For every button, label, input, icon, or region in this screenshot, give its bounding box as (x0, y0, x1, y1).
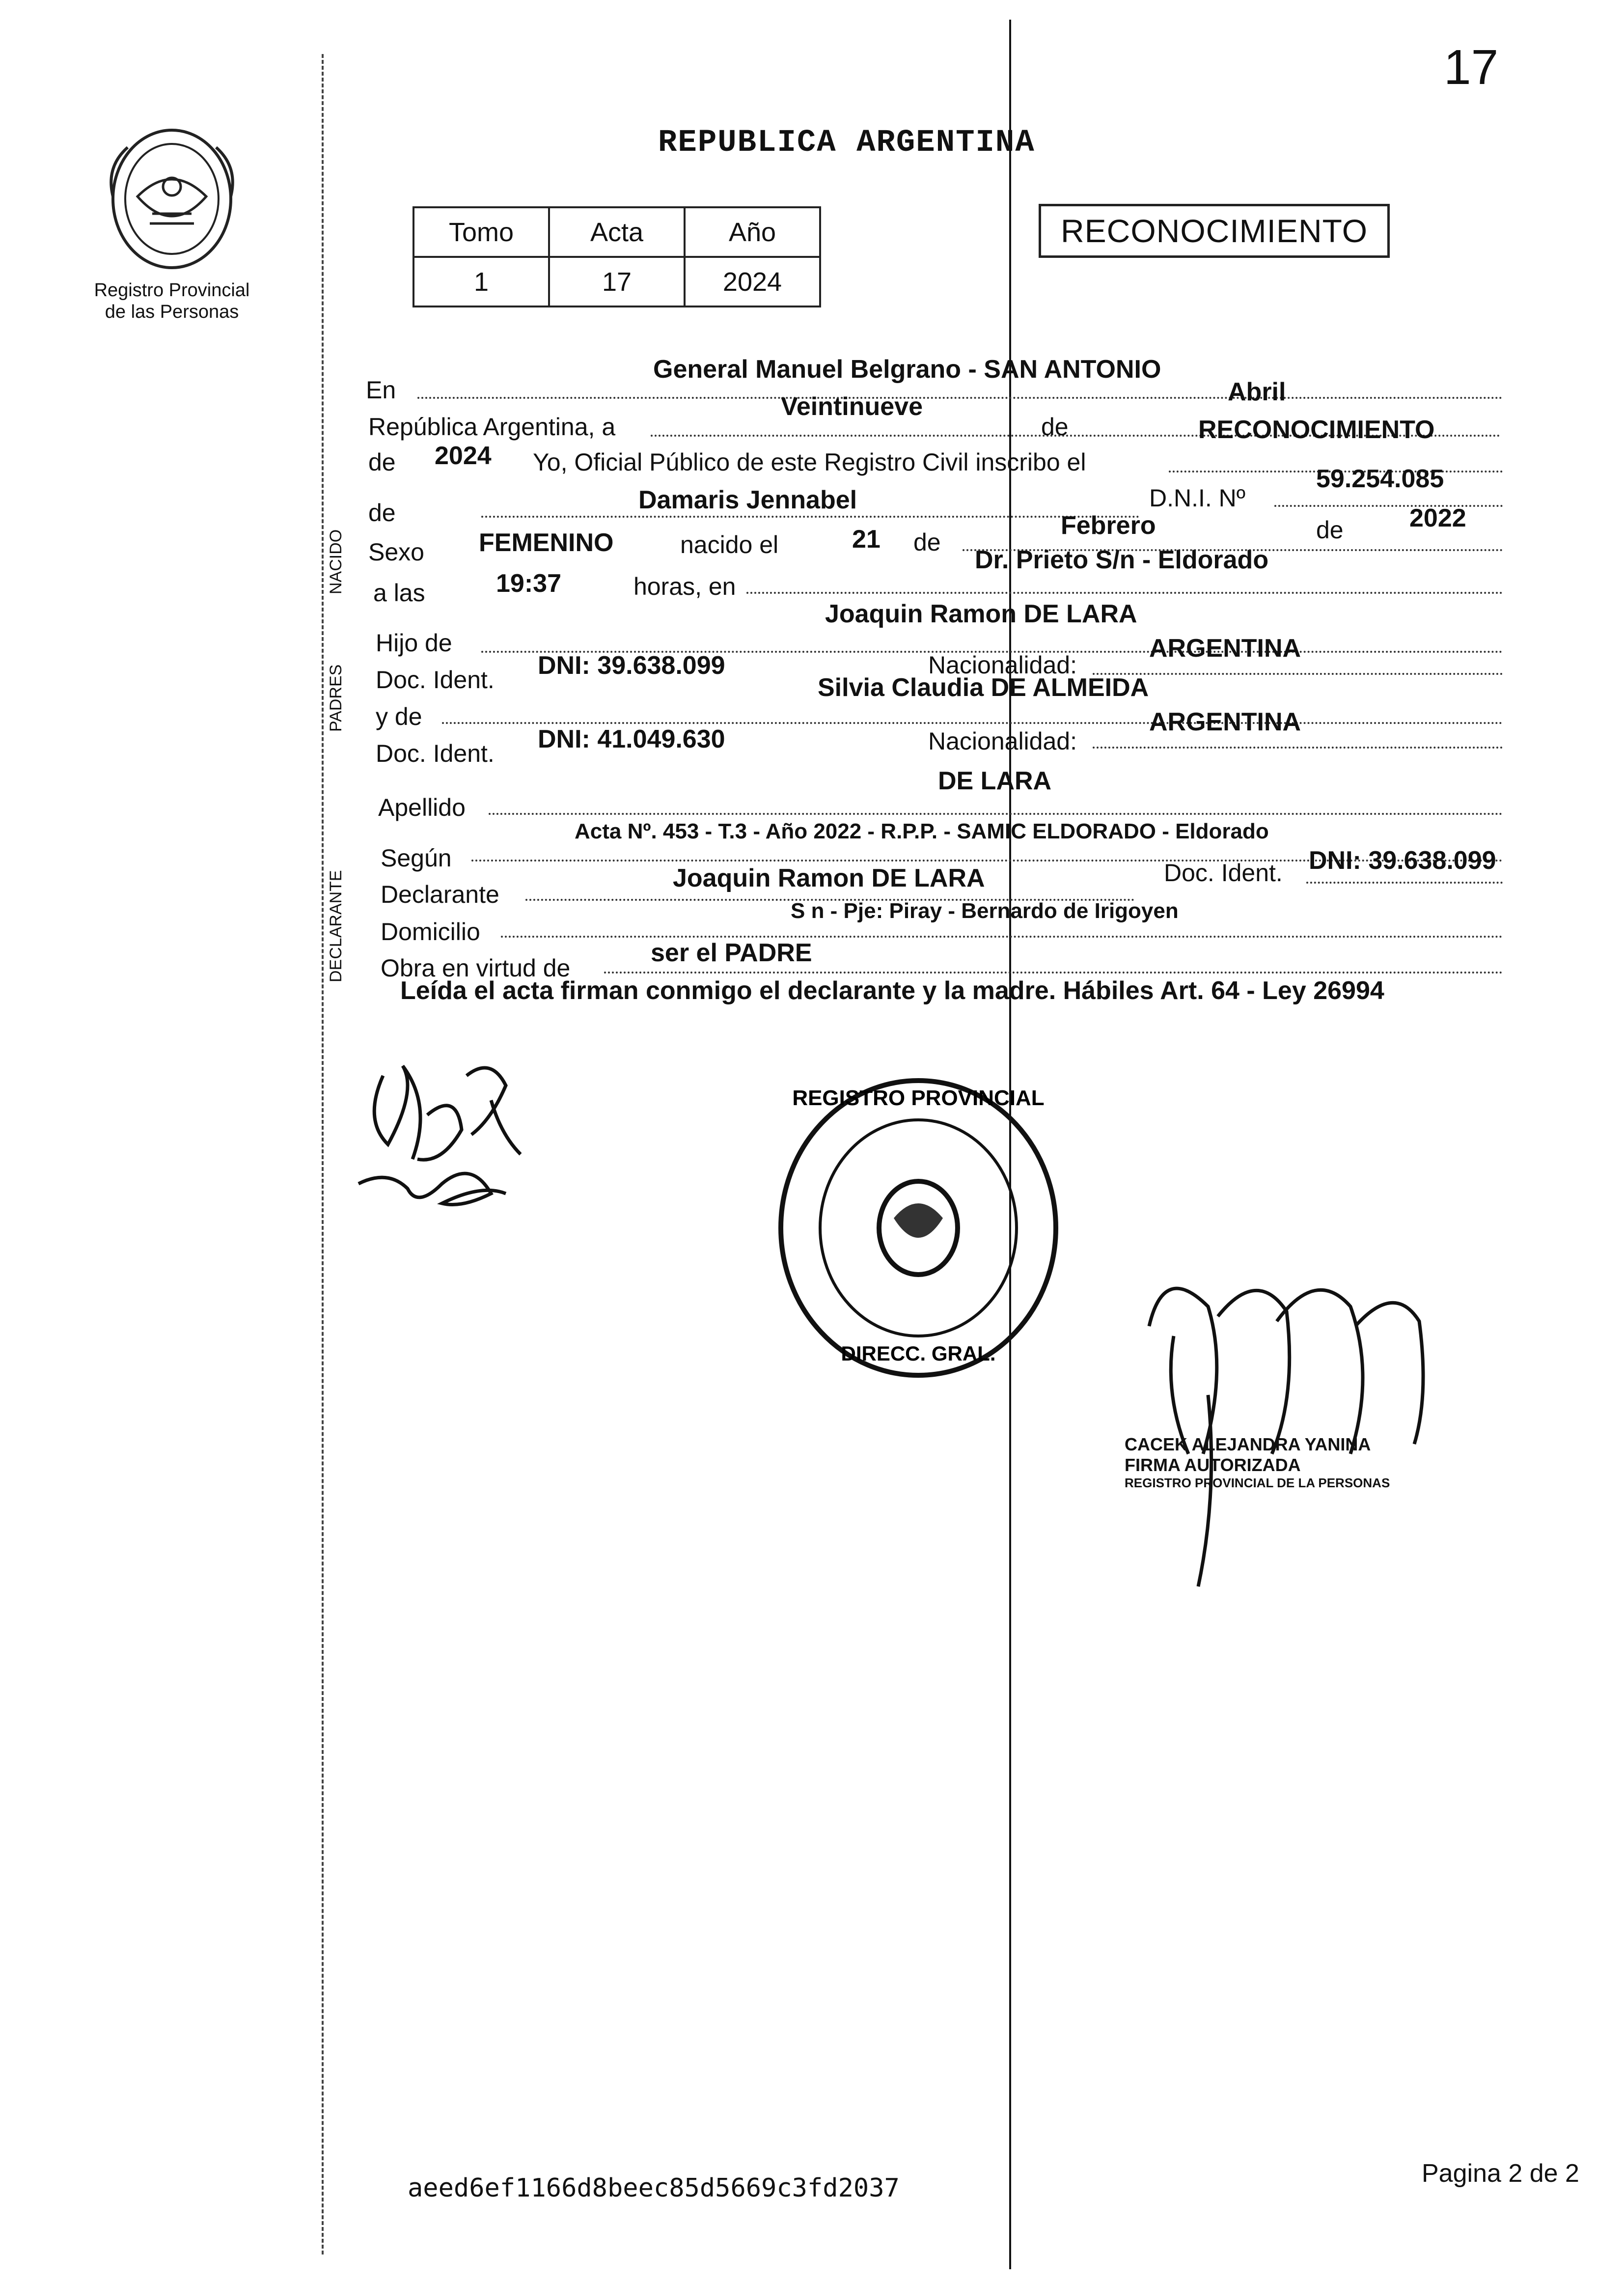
value-obra: ser el PADRE (651, 939, 812, 967)
label-de-anio: de (368, 448, 396, 476)
dotted-line (1093, 747, 1503, 749)
value-segun: Acta Nº. 453 - T.3 - Año 2022 - R.P.P. - SAMIC ELDORADO - Eldorado (575, 819, 1269, 843)
value-anio: 2024 (435, 442, 492, 470)
value-madre: Silvia Claudia DE ALMEIDA (818, 673, 1149, 702)
svg-text:DIRECC. GRAL.: DIRECC. GRAL. (841, 1342, 996, 1365)
label-doc-ident3: Doc. Ident. (1164, 859, 1283, 887)
value-lugar-nac: Dr. Prieto S/n - Eldorado (975, 546, 1269, 574)
value-apellido: DE LARA (938, 767, 1052, 795)
label-sexo: Sexo (368, 538, 424, 566)
side-label-declarante: DECLARANTE (327, 870, 345, 982)
coat-of-arms-icon (98, 123, 246, 275)
side-label-nacido: NACIDO (327, 529, 345, 594)
label-apellido: Apellido (378, 794, 466, 821)
record-header-acta: Acta (549, 207, 685, 257)
value-tipo: RECONOCIMIENTO (1198, 416, 1435, 444)
value-padre-nac: ARGENTINA (1149, 634, 1301, 663)
value-padre-doc: DNI: 39.638.099 (538, 651, 725, 680)
label-obra: Obra en virtud de (381, 954, 571, 982)
label-horas-en: horas, en (633, 573, 736, 600)
registry-caption-line2: de las Personas (105, 301, 239, 322)
value-padre: Joaquin Ramon DE LARA (825, 600, 1137, 628)
signature-official-icon (1120, 1248, 1439, 1591)
value-madre-doc: DNI: 41.049.630 (538, 725, 725, 753)
value-anio-nac: 2022 (1409, 504, 1466, 532)
value-dni: 59.254.085 (1316, 465, 1444, 493)
label-de-mes: de (1041, 413, 1069, 441)
record-value-acta: 17 (549, 257, 685, 306)
label-de-nombre: de (368, 499, 396, 527)
label-segun: Según (381, 844, 452, 872)
document-heading: REPUBLICA ARGENTINA (658, 125, 1035, 161)
label-y-de: y de (376, 703, 422, 730)
value-madre-nac: ARGENTINA (1149, 708, 1301, 736)
dotted-line (604, 972, 1503, 974)
dotted-line (1274, 505, 1503, 507)
value-sexo: FEMENINO (479, 529, 614, 557)
label-republica: República Argentina, a (368, 413, 616, 441)
record-value-anio: 2024 (685, 257, 820, 306)
dotted-line (489, 813, 1503, 815)
record-box (413, 206, 821, 307)
value-dia-nac: 21 (852, 525, 881, 554)
registry-logo (74, 123, 270, 278)
value-dia-texto: Veintinueve (781, 392, 923, 421)
dotted-line (1093, 673, 1503, 675)
value-declarante: Joaquin Ramon DE LARA (673, 864, 985, 892)
label-nacionalidad2: Nacionalidad: (928, 727, 1077, 755)
margin-line (322, 54, 324, 2254)
label-en: En (366, 376, 396, 404)
label-dni: D.N.I. Nº (1149, 484, 1246, 512)
registry-seal-icon (771, 1071, 1066, 1385)
label-nacido-el: nacido el (680, 531, 779, 558)
official-office: REGISTRO PROVINCIAL DE LA PERSONAS (1125, 1475, 1390, 1490)
label-hijo-de: Hijo de (376, 629, 452, 657)
dotted-line (481, 516, 1139, 518)
label-de-dia: de (913, 529, 941, 556)
value-domicilio: S n - Pje: Piray - Bernardo de Irigoyen (791, 899, 1179, 923)
dotted-line (442, 722, 1503, 724)
value-lugar: General Manuel Belgrano - SAN ANTONIO (653, 355, 1161, 384)
official-signature-block (1125, 1434, 1390, 1491)
dotted-line (746, 592, 1503, 594)
label-domicilio: Domicilio (381, 918, 480, 946)
value-hora: 19:37 (496, 569, 561, 598)
side-label-padres: PADRES (327, 664, 345, 732)
dotted-line (417, 397, 1503, 399)
label-declarante: Declarante (381, 881, 499, 908)
value-mes-nac: Febrero (1061, 511, 1156, 540)
dotted-line (501, 936, 1503, 938)
record-header-anio: Año (685, 207, 820, 257)
official-role: FIRMA AUTORIZADA (1125, 1455, 1301, 1475)
label-doc-ident1: Doc. Ident. (376, 666, 495, 694)
label-de-anio2: de (1316, 516, 1344, 544)
label-yo-oficial: Yo, Oficial Público de este Registro Civil inscribo el (533, 448, 1086, 476)
footer-page-number: Pagina 2 de 2 (1422, 2159, 1579, 2188)
label-a-las: a las (373, 579, 425, 607)
dotted-line (1306, 882, 1503, 884)
closing-text: Leída el acta firman conmigo el declarante y la madre. Hábiles Art. 64 - Ley 26994 (400, 976, 1384, 1005)
value-mes: Abril (1228, 378, 1286, 406)
value-nombre: Damaris Jennabel (638, 486, 857, 514)
label-doc-ident2: Doc. Ident. (376, 740, 495, 767)
document-hash: aeed6ef1166d8beec85d5669c3fd2037 (408, 2173, 900, 2203)
registry-caption (74, 280, 270, 323)
signature-declarante-icon (344, 1046, 565, 1233)
record-type-box: RECONOCIMIENTO (1039, 204, 1390, 258)
record-header-tomo: Tomo (413, 207, 549, 257)
official-name: CACEK ALEJANDRA YANINA (1125, 1434, 1371, 1454)
label-nacionalidad1: Nacionalidad: (928, 651, 1077, 679)
value-declarante-doc: DNI: 39.638.099 (1309, 846, 1496, 875)
svg-text:REGISTRO PROVINCIAL: REGISTRO PROVINCIAL (792, 1086, 1045, 1110)
registry-caption-line1: Registro Provincial (94, 280, 250, 301)
page-number: 17 (1444, 40, 1499, 95)
record-value-tomo: 1 (413, 257, 549, 306)
